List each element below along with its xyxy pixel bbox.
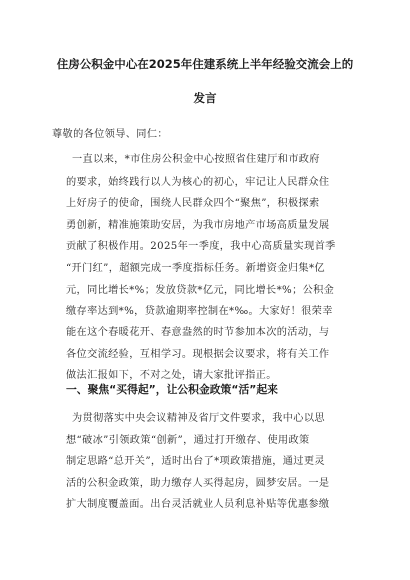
paragraph-1-line: 勇创新，精准施策助安居，为我市房地产市场高质量发展: [66, 220, 330, 231]
paragraph-1-line: 上好房子的使命，围绕人民群众四个“聚焦”，积极探索: [66, 198, 320, 209]
paragraph-2-line: 活的公积金政策，助力缴存人买得起房，圆梦安居。一是: [66, 478, 330, 489]
document-title-line-1: 住房公积金中心在2025年住建系统上半年经验交流会上的: [56, 57, 354, 71]
paragraph-2-line: 扩大制度覆盖面。出台灵活就业人员利息补贴等优惠参缴: [66, 499, 330, 510]
paragraph-1-line: 各位交流经验，互相学习。现根据会议要求，将有关工作: [66, 349, 330, 360]
salutation: 尊敬的各位领导、同仁：: [52, 129, 168, 140]
paragraph-1-line: 缴存率达到*%，贷款逾期率控制在*‰。大家好！很荣幸: [66, 306, 333, 317]
paragraph-1-line: 贡献了积极作用。2025年一季度，我中心高质量实现首季: [66, 241, 336, 252]
paragraph-2-line: 想“破冰”引领政策“创新”，通过打开缴存、使用政策: [66, 435, 310, 446]
paragraph-2-line: 为贯彻落实中央会议精神及省厅文件要求，我中心以思: [72, 413, 325, 424]
paragraph-1-line: 做法汇报如下，不对之处，请大家批评指正。: [66, 370, 277, 381]
paragraph-1-line: 一直以来，*市住房公积金中心按照省住建厅和市政府: [72, 154, 320, 165]
paragraph-1-line: 的要求，始终践行以人为核心的初心，牢记让人民群众住: [66, 177, 330, 188]
paragraph-1-line: 元，同比增长*%；发放贷款*亿元，同比增长*%；公积金: [66, 285, 335, 296]
section-1-heading: 一、聚焦“买得起”，让公积金政策“活”起来: [66, 383, 278, 396]
document-title-line-2: 发言: [193, 91, 217, 105]
paragraph-2-line: 制定思路“总开关”，适时出台了*项政策措施，通过更灵: [66, 456, 325, 467]
paragraph-1-line: 能在这个春暖花开、春意盎然的时节参加本次的活动，与: [66, 327, 330, 338]
paragraph-1-line: “开门红”，超额完成一季度指标任务。新增资金归集*亿: [66, 263, 325, 274]
